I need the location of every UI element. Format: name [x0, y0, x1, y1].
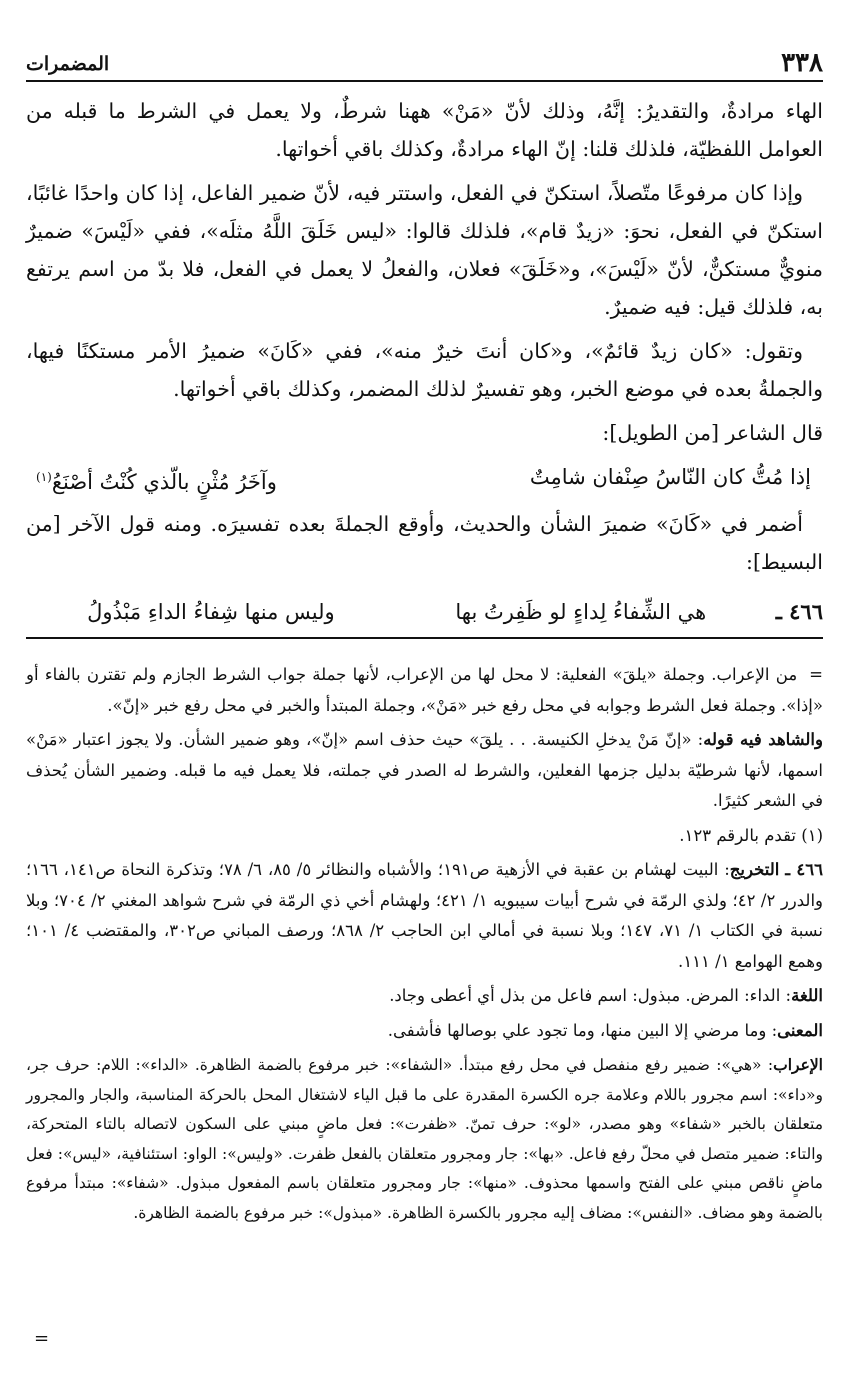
verse-line — [26, 458, 823, 501]
footnote-shahid — [26, 725, 823, 817]
footnote-takhrij — [26, 855, 823, 977]
paragraph-2: وإذا كان مرفوعًا متّصلاً، استكنّ في الفعل، واستتر فيه، لأنّ ضمير الفاعل، إذا كان واحدًا غائبًا، استكنّ في الفعل، نحوَ: «زيدٌ قام»، فلذلك قالوا: «ليس خَلَقَ اللَّهُ مثلَه»، ففي «لَيْسَ» ضميرٌ منويٌّ مستكنٌّ، لأنّ «لَيْسَ»، و«خَلَقَ» فعلان، والفعلُ لا يعمل في الفعل، فلا بدّ من اسم يرتفع به، فلذلك قيل: فيه ضميرٌ. — [26, 181, 823, 319]
poem-number: ٤٦٦ ـ — [775, 599, 823, 624]
maana-text: : وما مرضي إلا البين منها، وما تجود علي بوصالها فأشفى. — [387, 1020, 778, 1040]
verse-hemistich-1: إذا مُتُّ كان النّاسُ صِنْفان شامِتٌ — [529, 465, 811, 489]
page-number: ٣٣٨ — [781, 48, 823, 78]
paragraph-4: قال الشاعر [من الطويل]: — [602, 421, 823, 445]
footnotes — [26, 660, 823, 1232]
running-title: المضمرات — [26, 53, 110, 75]
page-continuation-mark: = — [34, 1328, 50, 1349]
footnote-lugha — [26, 981, 823, 1012]
verse-hemistich-2-wrap — [36, 458, 277, 501]
poem-hemistich-1: هي الشِّفاءُ لِداءٍ لو ظَفِرتُ بها — [455, 600, 707, 624]
main-text — [26, 92, 823, 639]
irab-text: : «هي»: ضمير رفع منفصل في محل رفع مبتدأ. «الشفاء»: خبر مرفوع بالضمة الظاهرة. «الداء»: اللام: حرف جر، و«داء»: اسم مجرور باللام وعلامة جره الكسرة المقدرة على ما قبل الياء لاشتغال المحل بالحركة المناسبة، والجار والمجرور متعلقان بالخبر «شفاء» وهو مصدر، «لو»: حرف تمنّ. «ظفرت»: فعل ماضٍ مبني على السكون لاتصاله بالتاء المتحركة، والتاء: ضمير متصل في محلّ رفع فاعل. «بها»: جار ومجرور متعلقان بالفعل ظفرت. «وليس»: الواو: استئنافية، «ليس»: فعل ماضٍ ناقص مبني على الفتح واسمها محذوف. «منها»: جار ومجرور متعلقان باسم المفعول مبذول. «شفاء»: مبتدأ مرفوع بالضمة وهو مضاف. «النفس»: مضاف إليه مجرور بالكسرة الظاهرة. «مبذول»: خبر مرفوع بالضمة الظاهرة. — [26, 1056, 823, 1222]
paragraph-3: وتقول: «كان زيدٌ قائمٌ»، و«كان أنتَ خيرٌ منه»، ففي «كَانَ» ضميرُ الأمر مستكنًا فيها، والجملةُ بعده في موضع الخبر، وهو تفسيرٌ لذلك المضمر، وكذلك باقي أخواتها. — [26, 339, 823, 401]
shahid-text: : «إنّ مَنْ يدخلِ الكنيسة. . . يلقَ» حيث حذف اسم «إنّ»، وهو ضمير الشأن. ولا يجوز اعتبار «مَنْ» اسمها، لأنها شرطيّة بدليل جزمها الفعلين، والشرط له الصدر في جملته، فلا يعمل فيه ما قبله. وضمير الشأن يُحذف في الشعر كثيرًا. — [26, 730, 823, 810]
footnote-maana — [26, 1016, 823, 1047]
footnote-ref: (١) — [36, 470, 52, 484]
paragraph-5: أضمر في «كَانَ» ضميرَ الشأن والحديث، وأوقع الجملةَ بعده تفسيرَه. ومنه قول الآخر [من البسيط]: — [26, 512, 823, 574]
takhrij-text: : البيت لهشام بن عقبة في الأزهية ص١٩١؛ والأشباه والنظائر ٥/ ٨٥، ٦/ ٧٨؛ وتذكرة النحاة ص١٤١، ١٦٦؛ والدرر ٢/ ٤٢؛ ولذي الرمّة في شرح أبيات سيبويه ١/ ٤٢١؛ ولهشام أخي ذي الرمّة في شرح شواهد المغني ٢/ ٧٠٤؛ وبلا نسبة في الكتاب ١/ ٧١، ١٤٧؛ وبلا نسبة في أمالي ابن الحاجب ٢/ ٨٦٨؛ ورصف المباني ص٣٠٢، والمقتضب ٤/ ١٠١؛ وهمع الهوامع ١/ ١١١. — [26, 860, 823, 971]
lugha-text: : الداء: المرض. مبذول: اسم فاعل من بذل أي أعطى وجاد. — [389, 986, 792, 1005]
poem-line-466 — [26, 593, 823, 639]
poem-hemistich-2: وليس منها شِفاءُ الداءِ مَبْذُولُ — [87, 600, 335, 624]
takhrij-number: ٤٦٦ ـ — [785, 860, 823, 879]
irab-label: الإعراب — [773, 1055, 823, 1074]
maana-label: المعنى — [777, 1020, 823, 1040]
takhrij-label: التخريج — [729, 860, 780, 879]
lugha-label: اللغة — [791, 986, 823, 1005]
footnote-continuation-text: من الإعراب. وجملة «يلقَ» الفعلية: لا محل لها من الإعراب، لأنها جملة جواب الشرط الجازم ولم تقترن بالفاء أو «إذا». وجملة فعل الشرط وجوابه في محل رفع خبر «مَنْ»، وجملة المبتدأ والخبر في محل رفع خبر «إنّ». — [26, 665, 823, 715]
shahid-label: والشاهد فيه قوله — [703, 730, 823, 749]
continuation-mark: = — [809, 665, 823, 684]
page-header — [26, 40, 823, 82]
footnote-1: (١) تقدم بالرقم ١٢٣. — [679, 825, 823, 845]
paragraph-1: الهاء مرادةٌ، والتقديرُ: إنَّهُ، وذلك لأنّ «مَنْ» ههنا شرطٌ، ولا يعمل في الشرط ما قبله من العوامل اللفظيّة، فلذلك قلنا: إنّ الهاء مرادةٌ، وكذلك باقي أخواتها. — [26, 99, 823, 161]
footnote-irab — [26, 1050, 823, 1228]
verse-hemistich-2: وآخَرُ مُثْنٍ بالّذي كُنْتُ أصْنَعُ — [51, 470, 277, 494]
footnote-continuation — [26, 660, 823, 721]
